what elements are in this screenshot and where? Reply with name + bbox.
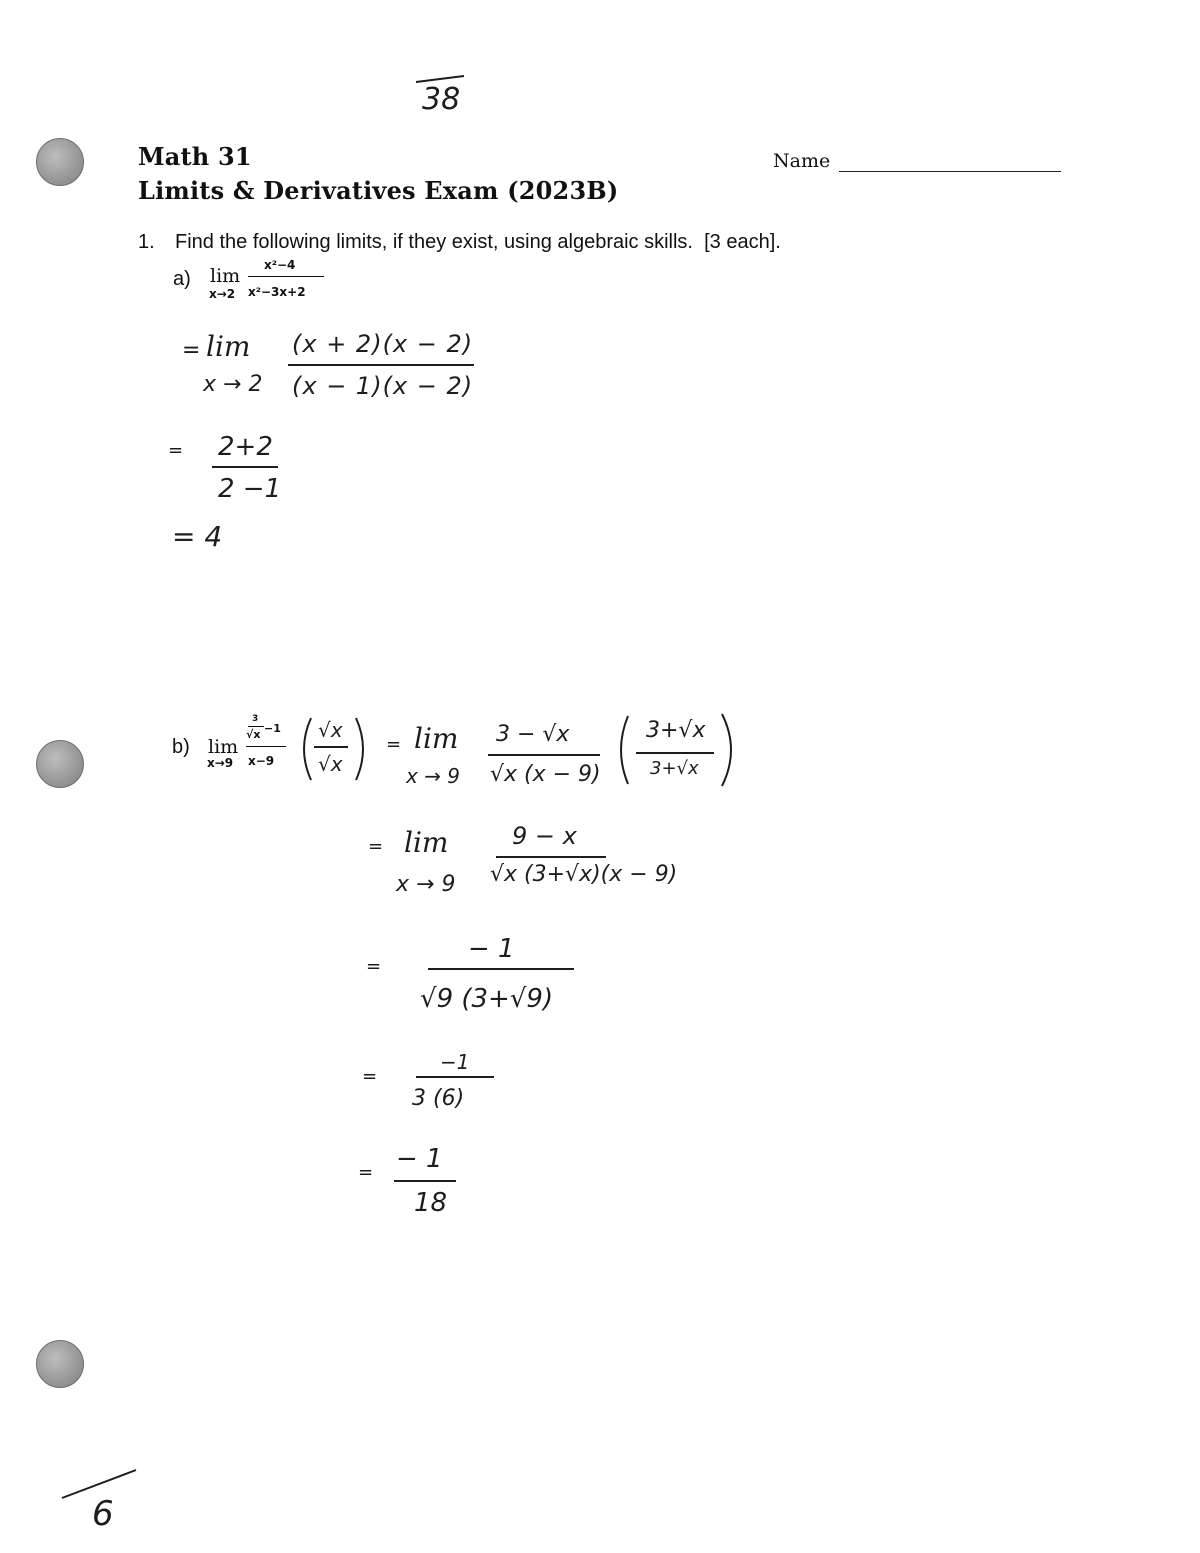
part-b-expression [206,714,296,774]
work-b-mult-bar [314,746,348,748]
part-b-inner-num: 3 [252,714,259,724]
work-b-conj-num: 3+√x [646,718,706,743]
work-a-step2-eq: = [168,440,184,461]
name-field[interactable] [773,150,1061,172]
work-a-step1-bar [288,364,474,366]
work-b-eq5: = [358,1162,374,1183]
work-b-eq1: = [386,734,402,755]
part-b-label: b) [172,736,190,758]
part-b-inner-den: √x [246,728,261,741]
work-b-eq2: = [368,836,384,857]
work-b-mult-den: √x [318,752,343,776]
punch-hole-middle [36,740,84,788]
total-score-text: 38 [422,82,461,117]
exam-title: Limits & Derivatives Exam (2023B) [138,176,619,205]
work-a-step2-num: 2+2 [218,432,273,462]
part-a-fraction-bar [248,276,324,277]
work-b-sub2: x → 9 [396,872,456,897]
part-a-label: a) [173,268,191,290]
work-b-left-paren-2 [612,712,632,788]
part-b-fraction-bar [246,746,286,747]
work-b-frac2-den: √x (3+√x)(x − 9) [490,862,678,887]
work-b-lim2: lim [404,826,449,859]
work-b-frac5-num: − 1 [396,1144,443,1174]
work-b-frac1-bar [488,754,600,756]
work-b-frac4-den: 3 (6) [412,1086,465,1111]
work-b-frac2-num: 9 − x [512,822,577,850]
work-b-frac2-bar [496,856,606,858]
part-a-denominator: x²−3x+2 [248,285,306,299]
work-a-step1-num: (x + 2)(x − 2) [292,330,474,358]
section-score-text: 6 [92,1494,114,1534]
work-b-frac1-den: √x (x − 9) [490,762,601,787]
part-a-lim: lim [210,265,241,287]
part-a-numerator: x²−4 [264,258,296,272]
work-b-frac3-bar [428,968,574,970]
work-b-right-paren-1 [352,714,372,784]
part-a-expression [208,256,338,306]
part-b-lim: lim [208,736,239,758]
work-b-eq3: = [366,956,382,977]
name-line [839,153,1061,172]
work-a-step2-bar [212,466,278,468]
question-1-number: 1. [138,231,155,253]
work-a-step2-den: 2 −1 [218,474,282,504]
part-a-lim-sub: x→2 [209,287,236,301]
work-a-step1-lim: lim [206,330,251,363]
work-a-step1-sub: x → 2 [203,372,263,397]
work-b-eq4: = [362,1066,378,1087]
work-b-frac5-bar [394,1180,456,1182]
part-b-inner-minus: −1 [264,722,281,735]
work-b-conj-bar [636,752,714,754]
work-b-right-paren-2 [718,710,742,790]
work-b-frac3-den: √9 (3+√9) [420,984,554,1014]
course-title: Math 31 [138,142,252,171]
work-a-step1-den: (x − 1)(x − 2) [292,372,474,400]
work-b-sub1: x → 9 [406,764,461,788]
work-b-frac3-num: − 1 [468,934,515,964]
work-b-frac5-den: 18 [414,1188,448,1218]
work-b-conj-den: 3+√x [650,758,699,779]
part-b-denominator: x−9 [248,754,275,768]
part-b-inner-bar [248,726,264,727]
name-label: Name [773,150,831,172]
work-b-frac1-num: 3 − √x [496,722,570,747]
question-1-prompt: Find the following limits, if they exist, using algebraic skills. [3 each]. [175,231,781,253]
work-b-lim1: lim [414,722,459,755]
work-b-mult-num: √x [318,718,343,742]
punch-hole-top [36,138,84,186]
work-b-left-paren-1 [295,714,315,784]
work-b-frac4-bar [416,1076,494,1078]
work-a-step3: = 4 [172,520,223,553]
work-a-step1-eq: = [182,338,201,363]
punch-hole-bottom [36,1340,84,1388]
part-b-lim-sub: x→9 [207,756,234,770]
work-b-frac4-num: −1 [440,1050,470,1074]
